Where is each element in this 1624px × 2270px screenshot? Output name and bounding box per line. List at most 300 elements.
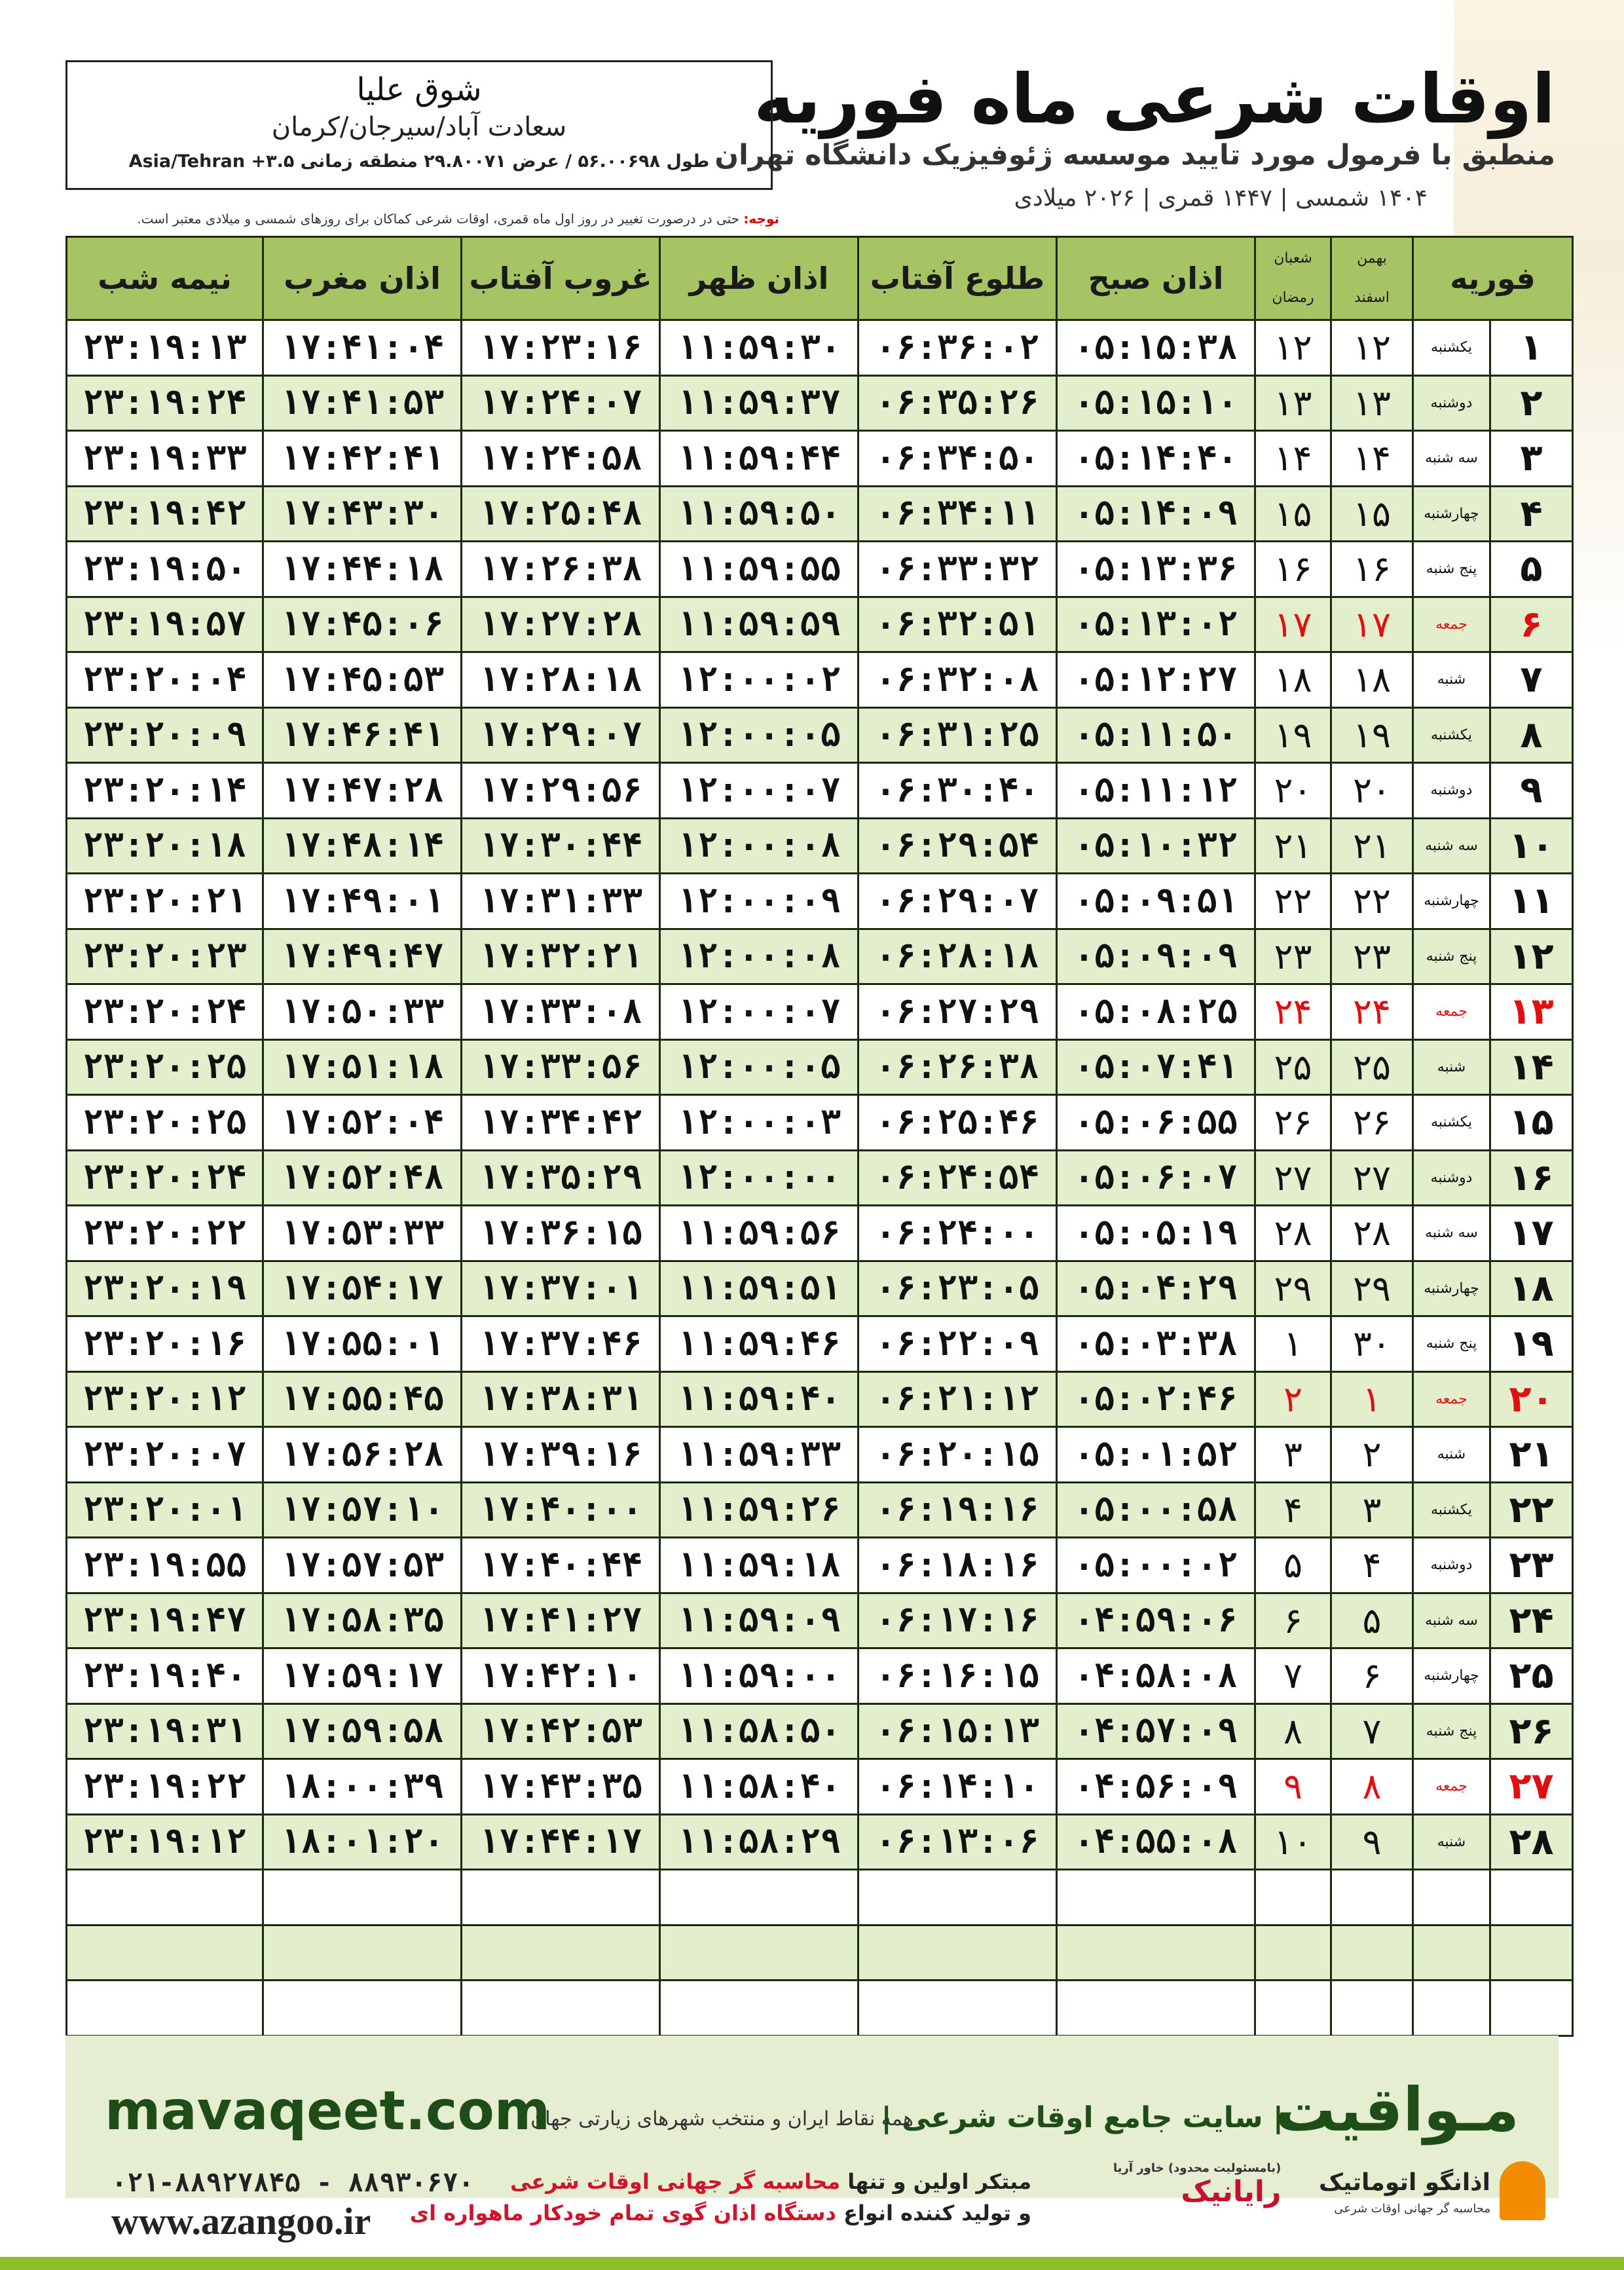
weekday: دوشنبه — [1413, 1150, 1490, 1206]
sunset-time: ۱۷:۲۴:۵۸ — [462, 431, 660, 487]
midnight-time: ۲۳:۲۰:۱۹ — [67, 1261, 263, 1316]
midnight-time: ۲۳:۱۹:۲۲ — [67, 1759, 263, 1815]
fajr-time: ۰۵:۱۰:۳۲ — [1057, 818, 1255, 874]
sunset-time: ۱۷:۴۰:۴۴ — [462, 1538, 660, 1593]
day-number: ۱۹ — [1490, 1316, 1573, 1372]
sunrise-time: ۰۶:۲۹:۰۷ — [858, 874, 1057, 929]
weekday: دوشنبه — [1413, 763, 1490, 819]
day-number: ۱ — [1490, 320, 1573, 376]
fajr-time: ۰۵:۰۹:۰۹ — [1057, 929, 1255, 984]
solar-day: ۲۴ — [1331, 984, 1413, 1040]
sunrise-time: ۰۶:۲۴:۵۴ — [858, 1150, 1057, 1206]
table-row — [67, 763, 1573, 819]
page-subtitle: منطبق با فرمول مورد تایید موسسه ژئوفیزیک دانشگاه تهران — [714, 139, 1555, 172]
weekday: یکشنبه — [1413, 707, 1490, 763]
weekday: یکشنبه — [1413, 320, 1490, 376]
fajr-time: ۰۴:۵۷:۰۹ — [1057, 1703, 1255, 1759]
weekday: سه شنبه — [1413, 431, 1490, 487]
fajr-time: ۰۵:۰۶:۰۷ — [1057, 1150, 1255, 1206]
sunrise-time: ۰۶:۳۲:۰۸ — [858, 652, 1057, 708]
note-label: توجه: — [743, 211, 779, 227]
fajr-time: ۰۵:۱۳:۳۶ — [1057, 542, 1255, 597]
maghrib-time: ۱۷:۵۵:۰۱ — [263, 1316, 462, 1372]
footer-desc-2 — [410, 2201, 1031, 2225]
midnight-time: ۲۳:۲۰:۰۴ — [67, 652, 263, 708]
weekday: پنج شنبه — [1413, 929, 1490, 984]
weekday: شنبه — [1413, 1814, 1490, 1870]
fajr-time: ۰۴:۵۸:۰۸ — [1057, 1648, 1255, 1704]
midnight-time: ۲۳:۱۹:۴۲ — [67, 486, 263, 542]
solar-day: ۵ — [1331, 1593, 1413, 1648]
fajr-time: ۰۵:۱۳:۰۲ — [1057, 597, 1255, 652]
day-number: ۵ — [1490, 542, 1573, 597]
sunset-time: ۱۷:۲۸:۱۸ — [462, 652, 660, 708]
day-number: ۱۲ — [1490, 929, 1573, 984]
fajr-time: ۰۵:۰۱:۵۲ — [1057, 1427, 1255, 1483]
day-number: ۲۱ — [1490, 1427, 1573, 1483]
header — [0, 0, 1624, 236]
midnight-time: ۲۳:۱۹:۱۲ — [67, 1814, 263, 1870]
dhuhr-time: ۱۲:۰۰:۰۸ — [660, 818, 858, 874]
fajr-time: ۰۵:۱۱:۵۰ — [1057, 707, 1255, 763]
table-row — [67, 1538, 1573, 1593]
lunar-day: ۲۹ — [1255, 1261, 1331, 1316]
desc1-a: مبتکر اولین و تنها — [840, 2169, 1031, 2194]
sunset-time: ۱۷:۲۷:۲۸ — [462, 597, 660, 652]
empty-cell — [1331, 1870, 1413, 1926]
day-number: ۱۴ — [1490, 1039, 1573, 1095]
empty-row — [67, 1981, 1573, 2036]
empty-row — [67, 1925, 1573, 1981]
weekday: شنبه — [1413, 652, 1490, 708]
fajr-time: ۰۵:۰۲:۴۶ — [1057, 1371, 1255, 1427]
dhuhr-time: ۱۲:۰۰:۰۳ — [660, 1095, 858, 1151]
table-body — [67, 320, 1573, 2036]
table-row — [67, 1759, 1573, 1815]
lunar-day: ۱۳ — [1255, 375, 1331, 431]
maghrib-time: ۱۷:۴۸:۱۴ — [263, 818, 462, 874]
sunrise-time: ۰۶:۳۴:۵۰ — [858, 431, 1057, 487]
weekday: پنج شنبه — [1413, 1703, 1490, 1759]
dhuhr-time: ۱۱:۵۹:۴۶ — [660, 1316, 858, 1372]
maghrib-time: ۱۷:۴۱:۰۴ — [263, 320, 462, 376]
table-row — [67, 1703, 1573, 1759]
midnight-time: ۲۳:۲۰:۰۱ — [67, 1482, 263, 1538]
table-row — [67, 1095, 1573, 1151]
weekday: پنج شنبه — [1413, 542, 1490, 597]
sunrise-time: ۰۶:۳۰:۴۰ — [858, 763, 1057, 819]
fajr-time: ۰۵:۰۶:۵۵ — [1057, 1095, 1255, 1151]
weekday: دوشنبه — [1413, 375, 1490, 431]
sunset-time: ۱۷:۴۰:۰۰ — [462, 1482, 660, 1538]
location-box — [65, 60, 773, 190]
day-number: ۲۳ — [1490, 1538, 1573, 1593]
date-line: ۱۴۰۴ شمسی | ۱۴۴۷ قمری | ۲۰۲۶ میلادی — [1014, 185, 1428, 212]
dhuhr-time: ۱۱:۵۹:۰۰ — [660, 1648, 858, 1704]
dhuhr-time: ۱۱:۵۹:۰۹ — [660, 1593, 858, 1648]
maghrib-time: ۱۷:۵۲:۴۸ — [263, 1150, 462, 1206]
sunset-time: ۱۷:۳۸:۳۱ — [462, 1371, 660, 1427]
dhuhr-time: ۱۱:۵۹:۵۵ — [660, 542, 858, 597]
col-bahman: بهمن — [1357, 250, 1387, 267]
lunar-day: ۸ — [1255, 1703, 1331, 1759]
sunset-time: ۱۷:۳۷:۰۱ — [462, 1261, 660, 1316]
empty-cell — [462, 1981, 660, 2036]
maghrib-time: ۱۷:۵۸:۳۵ — [263, 1593, 462, 1648]
phone-number: ۰۲۱-۸۸۹۲۷۸۴۵ - ۸۸۹۳۰۶۷۰ — [111, 2168, 474, 2198]
empty-cell — [1413, 1925, 1490, 1981]
day-number: ۱۱ — [1490, 874, 1573, 929]
solar-day: ۲۵ — [1331, 1039, 1413, 1095]
day-number: ۷ — [1490, 652, 1573, 708]
empty-cell — [462, 1870, 660, 1926]
dhuhr-time: ۱۱:۵۹:۵۱ — [660, 1261, 858, 1316]
weekday: شنبه — [1413, 1427, 1490, 1483]
empty-cell — [1490, 1925, 1573, 1981]
maghrib-time: ۱۷:۵۰:۳۳ — [263, 984, 462, 1040]
maghrib-time: ۱۷:۵۷:۵۳ — [263, 1538, 462, 1593]
table-row — [67, 597, 1573, 652]
brand-tagline: | سایت جامع اوقات شرعی | — [881, 2101, 1283, 2134]
sunrise-time: ۰۶:۳۵:۲۶ — [858, 375, 1057, 431]
lunar-day: ۲۴ — [1255, 984, 1331, 1040]
day-number: ۳ — [1490, 431, 1573, 487]
solar-day: ۱۵ — [1331, 486, 1413, 542]
maghrib-time: ۱۷:۴۲:۴۱ — [263, 431, 462, 487]
sunset-time: ۱۷:۳۳:۵۶ — [462, 1039, 660, 1095]
sunset-time: ۱۷:۳۷:۴۶ — [462, 1316, 660, 1372]
lunar-day: ۱۰ — [1255, 1814, 1331, 1870]
table-row — [67, 431, 1573, 487]
fajr-time: ۰۵:۰۳:۳۸ — [1057, 1316, 1255, 1372]
fajr-time: ۰۵:۰۸:۲۵ — [1057, 984, 1255, 1040]
sunrise-time: ۰۶:۳۲:۵۱ — [858, 597, 1057, 652]
dhuhr-time: ۱۱:۵۹:۵۹ — [660, 597, 858, 652]
empty-cell — [1057, 1925, 1255, 1981]
lunar-day: ۹ — [1255, 1759, 1331, 1815]
page-title: اوقات شرعی ماه فوریه — [754, 59, 1555, 139]
weekday: یکشنبه — [1413, 1482, 1490, 1538]
note-text: حتی در درصورت تغییر در روز اول ماه قمری، اوقات شرعی کماکان برای روزهای شمسی و میلادی معتبر است. — [137, 211, 740, 227]
solar-day: ۳ — [1331, 1482, 1413, 1538]
empty-cell — [660, 1870, 858, 1926]
solar-day: ۲۰ — [1331, 763, 1413, 819]
dhuhr-time: ۱۱:۵۹:۳۰ — [660, 320, 858, 376]
weekday: سه شنبه — [1413, 1593, 1490, 1648]
desc2-b: دستگاه اذان گوی تمام خودکار ماهواره ای — [409, 2201, 836, 2225]
dhuhr-time: ۱۲:۰۰:۰۵ — [660, 707, 858, 763]
col-dhuhr: اذان ظهر — [660, 237, 858, 320]
solar-day: ۴ — [1331, 1538, 1413, 1593]
maghrib-time: ۱۷:۵۹:۵۸ — [263, 1703, 462, 1759]
midnight-time: ۲۳:۲۰:۱۲ — [67, 1371, 263, 1427]
solar-day: ۲۸ — [1331, 1206, 1413, 1261]
sunrise-time: ۰۶:۱۸:۱۶ — [858, 1538, 1057, 1593]
solar-day: ۲۶ — [1331, 1095, 1413, 1151]
col-sunset: غروب آفتاب — [462, 237, 660, 320]
lunar-day: ۱۶ — [1255, 542, 1331, 597]
maghrib-time: ۱۸:۰۰:۳۹ — [263, 1759, 462, 1815]
weekday: جمعه — [1413, 1371, 1490, 1427]
empty-cell — [1413, 1870, 1490, 1926]
day-number: ۱۷ — [1490, 1206, 1573, 1261]
lunar-day: ۷ — [1255, 1648, 1331, 1704]
midnight-time: ۲۳:۲۰:۱۴ — [67, 763, 263, 819]
empty-cell — [263, 1981, 462, 2036]
location-region: سعادت آباد/سیرجان/کرمان — [271, 112, 567, 142]
maghrib-time: ۱۷:۴۹:۴۷ — [263, 929, 462, 984]
lunar-day: ۵ — [1255, 1538, 1331, 1593]
empty-cell — [263, 1925, 462, 1981]
lunar-day: ۴ — [1255, 1482, 1331, 1538]
maghrib-time: ۱۷:۵۹:۱۷ — [263, 1648, 462, 1704]
sunrise-time: ۰۶:۲۶:۳۸ — [858, 1039, 1057, 1095]
solar-day: ۸ — [1331, 1759, 1413, 1815]
col-maghrib: اذان مغرب — [263, 237, 462, 320]
sunrise-time: ۰۶:۱۶:۱۵ — [858, 1648, 1057, 1704]
lunar-day: ۱۹ — [1255, 707, 1331, 763]
solar-day: ۲۹ — [1331, 1261, 1413, 1316]
lunar-day: ۶ — [1255, 1593, 1331, 1648]
fajr-time: ۰۵:۰۴:۲۹ — [1057, 1261, 1255, 1316]
sunset-time: ۱۷:۲۹:۰۷ — [462, 707, 660, 763]
sunrise-time: ۰۶:۲۳:۰۵ — [858, 1261, 1057, 1316]
maghrib-time: ۱۷:۴۴:۱۸ — [263, 542, 462, 597]
fajr-time: ۰۵:۱۴:۰۹ — [1057, 486, 1255, 542]
day-number: ۱۶ — [1490, 1150, 1573, 1206]
maghrib-time: ۱۷:۴۵:۰۶ — [263, 597, 462, 652]
col-solar — [1331, 237, 1413, 320]
sunset-time: ۱۷:۳۱:۳۳ — [462, 874, 660, 929]
dhuhr-time: ۱۲:۰۰:۰۰ — [660, 1150, 858, 1206]
weekday: چهارشنبه — [1413, 874, 1490, 929]
lunar-day: ۱۴ — [1255, 431, 1331, 487]
dhuhr-time: ۱۱:۵۹:۲۶ — [660, 1482, 858, 1538]
empty-cell — [67, 1981, 263, 2036]
maghrib-time: ۱۷:۴۹:۰۱ — [263, 874, 462, 929]
dhuhr-time: ۱۲:۰۰:۰۹ — [660, 874, 858, 929]
sunrise-time: ۰۶:۲۹:۵۴ — [858, 818, 1057, 874]
day-number: ۲۶ — [1490, 1703, 1573, 1759]
maghrib-time: ۱۷:۵۷:۱۰ — [263, 1482, 462, 1538]
day-number: ۲۵ — [1490, 1648, 1573, 1704]
dhuhr-time: ۱۲:۰۰:۰۸ — [660, 929, 858, 984]
lunar-day: ۳ — [1255, 1427, 1331, 1483]
fajr-time: ۰۴:۵۶:۰۹ — [1057, 1759, 1255, 1815]
dhuhr-time: ۱۲:۰۰:۰۷ — [660, 763, 858, 819]
weekday: یکشنبه — [1413, 1095, 1490, 1151]
table-row — [67, 1814, 1573, 1870]
weekday: چهارشنبه — [1413, 1648, 1490, 1704]
empty-cell — [67, 1870, 263, 1926]
empty-cell — [1413, 1981, 1490, 2036]
empty-cell — [1490, 1870, 1573, 1926]
lunar-day: ۱ — [1255, 1316, 1331, 1372]
weekday: دوشنبه — [1413, 1538, 1490, 1593]
empty-cell — [1490, 1981, 1573, 2036]
table-row — [67, 1150, 1573, 1206]
maghrib-time: ۱۷:۵۶:۲۸ — [263, 1427, 462, 1483]
solar-day: ۲۲ — [1331, 874, 1413, 929]
sunrise-time: ۰۶:۱۴:۱۰ — [858, 1759, 1057, 1815]
fajr-time: ۰۵:۱۵:۱۰ — [1057, 375, 1255, 431]
brand-name: مـواقیت — [1275, 2075, 1519, 2145]
day-number: ۱۸ — [1490, 1261, 1573, 1316]
lunar-day: ۱۷ — [1255, 597, 1331, 652]
empty-cell — [263, 1870, 462, 1926]
col-ramadan: رمضان — [1272, 289, 1314, 306]
sunrise-time: ۰۶:۲۰:۱۵ — [858, 1427, 1057, 1483]
sunset-time: ۱۷:۲۴:۰۷ — [462, 375, 660, 431]
empty-cell — [67, 1925, 263, 1981]
sunrise-time: ۰۶:۱۷:۱۶ — [858, 1593, 1057, 1648]
sunset-time: ۱۷:۴۳:۳۵ — [462, 1759, 660, 1815]
sunset-time: ۱۷:۳۳:۰۸ — [462, 984, 660, 1040]
lunar-day: ۲ — [1255, 1371, 1331, 1427]
empty-cell — [660, 1981, 858, 2036]
sunrise-time: ۰۶:۲۴:۰۰ — [858, 1206, 1057, 1261]
weekday: چهارشنبه — [1413, 486, 1490, 542]
lunar-day: ۲۶ — [1255, 1095, 1331, 1151]
midnight-time: ۲۳:۲۰:۱۶ — [67, 1316, 263, 1372]
empty-cell — [660, 1925, 858, 1981]
empty-cell — [1331, 1981, 1413, 2036]
table-row — [67, 1316, 1573, 1372]
maghrib-time: ۱۷:۵۵:۴۵ — [263, 1371, 462, 1427]
table-header — [67, 237, 1573, 320]
table-row — [67, 1427, 1573, 1483]
sunset-time: ۱۷:۲۶:۳۸ — [462, 542, 660, 597]
midnight-time: ۲۳:۱۹:۵۰ — [67, 542, 263, 597]
site-link[interactable]: mavaqeet.com — [105, 2080, 551, 2142]
sunset-time: ۱۷:۴۲:۵۳ — [462, 1703, 660, 1759]
sunset-time: ۱۷:۲۳:۱۶ — [462, 320, 660, 376]
empty-cell — [1057, 1981, 1255, 2036]
sunrise-time: ۰۶:۱۳:۰۶ — [858, 1814, 1057, 1870]
sunset-time: ۱۷:۴۴:۱۷ — [462, 1814, 660, 1870]
weekday: جمعه — [1413, 597, 1490, 652]
table-row — [67, 1261, 1573, 1316]
table-row — [67, 1648, 1573, 1704]
maghrib-time: ۱۷:۵۴:۱۷ — [263, 1261, 462, 1316]
solar-day: ۱۳ — [1331, 375, 1413, 431]
weekday: سه شنبه — [1413, 1206, 1490, 1261]
col-esfand: اسفند — [1354, 289, 1390, 306]
weekday: جمعه — [1413, 984, 1490, 1040]
weekday: چهارشنبه — [1413, 1261, 1490, 1316]
sunset-time: ۱۷:۲۵:۴۸ — [462, 486, 660, 542]
empty-cell — [1255, 1870, 1331, 1926]
rayanik-logo-small: (بامسئولیت محدود) خاور آریا — [1113, 2161, 1282, 2175]
azangoo-logo — [1297, 2161, 1545, 2220]
empty-row — [67, 1870, 1573, 1926]
solar-day: ۱۶ — [1331, 542, 1413, 597]
solar-day: ۱۷ — [1331, 597, 1413, 652]
sunset-time: ۱۷:۳۴:۴۲ — [462, 1095, 660, 1151]
sunrise-time: ۰۶:۳۳:۳۲ — [858, 542, 1057, 597]
col-shaban: شعبان — [1274, 250, 1312, 267]
dhuhr-time: ۱۱:۵۸:۲۹ — [660, 1814, 858, 1870]
fajr-time: ۰۵:۰۹:۵۱ — [1057, 874, 1255, 929]
solar-day: ۲۱ — [1331, 818, 1413, 874]
weekday: سه شنبه — [1413, 818, 1490, 874]
sunrise-time: ۰۶:۲۱:۱۲ — [858, 1371, 1057, 1427]
empty-cell — [858, 1925, 1057, 1981]
sunrise-time: ۰۶:۲۵:۴۶ — [858, 1095, 1057, 1151]
table-row — [67, 984, 1573, 1040]
bottom-bar — [0, 2257, 1624, 2270]
midnight-time: ۲۳:۲۰:۲۱ — [67, 874, 263, 929]
fajr-time: ۰۵:۱۵:۳۸ — [1057, 320, 1255, 376]
sunset-time: ۱۷:۲۹:۵۶ — [462, 763, 660, 819]
sunset-time: ۱۷:۳۶:۱۵ — [462, 1206, 660, 1261]
empty-cell — [1057, 1870, 1255, 1926]
dhuhr-time: ۱۱:۵۹:۵۶ — [660, 1206, 858, 1261]
sunrise-time: ۰۶:۲۲:۰۹ — [858, 1316, 1057, 1372]
lunar-day: ۲۷ — [1255, 1150, 1331, 1206]
location-coords: طول ۵۶.۰۰۶۹۸ / عرض ۲۹.۸۰۰۷۱ منطقه زمانی ۳.۵+ Asia/Tehran — [128, 151, 710, 172]
rayanik-logo-text: رایانیک — [1181, 2175, 1282, 2208]
day-number: ۱۳ — [1490, 984, 1573, 1040]
empty-cell — [1331, 1925, 1413, 1981]
col-month: فوریه — [1413, 237, 1573, 320]
table-row — [67, 929, 1573, 984]
weekday: شنبه — [1413, 1039, 1490, 1095]
empty-cell — [1255, 1925, 1331, 1981]
midnight-time: ۲۳:۲۰:۲۵ — [67, 1039, 263, 1095]
empty-cell — [462, 1925, 660, 1981]
dhuhr-time: ۱۱:۵۹:۴۰ — [660, 1371, 858, 1427]
day-number: ۲۸ — [1490, 1814, 1573, 1870]
solar-day: ۱ — [1331, 1371, 1413, 1427]
dhuhr-time: ۱۱:۵۹:۳۳ — [660, 1427, 858, 1483]
midnight-time: ۲۳:۱۹:۵۷ — [67, 597, 263, 652]
midnight-time: ۲۳:۲۰:۲۲ — [67, 1206, 263, 1261]
table-row — [67, 652, 1573, 708]
lunar-day: ۲۱ — [1255, 818, 1331, 874]
weekday: جمعه — [1413, 1759, 1490, 1815]
prayer-times-table — [65, 236, 1574, 2037]
fajr-time: ۰۵:۱۴:۴۰ — [1057, 431, 1255, 487]
dhuhr-time: ۱۱:۵۹:۳۷ — [660, 375, 858, 431]
dhuhr-time: ۱۲:۰۰:۰۲ — [660, 652, 858, 708]
sunset-time: ۱۷:۳۰:۴۴ — [462, 818, 660, 874]
table-row — [67, 1206, 1573, 1261]
fajr-time: ۰۵:۱۱:۱۲ — [1057, 763, 1255, 819]
midnight-time: ۲۳:۲۰:۰۷ — [67, 1427, 263, 1483]
solar-day: ۲۷ — [1331, 1150, 1413, 1206]
solar-day: ۱۸ — [1331, 652, 1413, 708]
col-lunar — [1255, 237, 1331, 320]
maghrib-time: ۱۷:۵۳:۳۳ — [263, 1206, 462, 1261]
day-number: ۸ — [1490, 707, 1573, 763]
empty-cell — [858, 1870, 1057, 1926]
fajr-time: ۰۴:۵۵:۰۸ — [1057, 1814, 1255, 1870]
solar-day: ۳۰ — [1331, 1316, 1413, 1372]
lunar-day: ۱۸ — [1255, 652, 1331, 708]
maghrib-time: ۱۸:۰۱:۲۰ — [263, 1814, 462, 1870]
weekday: پنج شنبه — [1413, 1316, 1490, 1372]
midnight-time: ۲۳:۲۰:۲۵ — [67, 1095, 263, 1151]
website-link[interactable]: www.azangoo.ir — [111, 2200, 371, 2242]
azangoo-logo-text: اذانگو اتوماتیک — [1318, 2169, 1490, 2196]
lunar-day: ۲۰ — [1255, 763, 1331, 819]
dhuhr-time: ۱۱:۵۹:۱۸ — [660, 1538, 858, 1593]
table-row — [67, 486, 1573, 542]
fajr-time: ۰۵:۰۵:۱۹ — [1057, 1206, 1255, 1261]
sunrise-time: ۰۶:۳۶:۰۲ — [858, 320, 1057, 376]
day-number: ۶ — [1490, 597, 1573, 652]
